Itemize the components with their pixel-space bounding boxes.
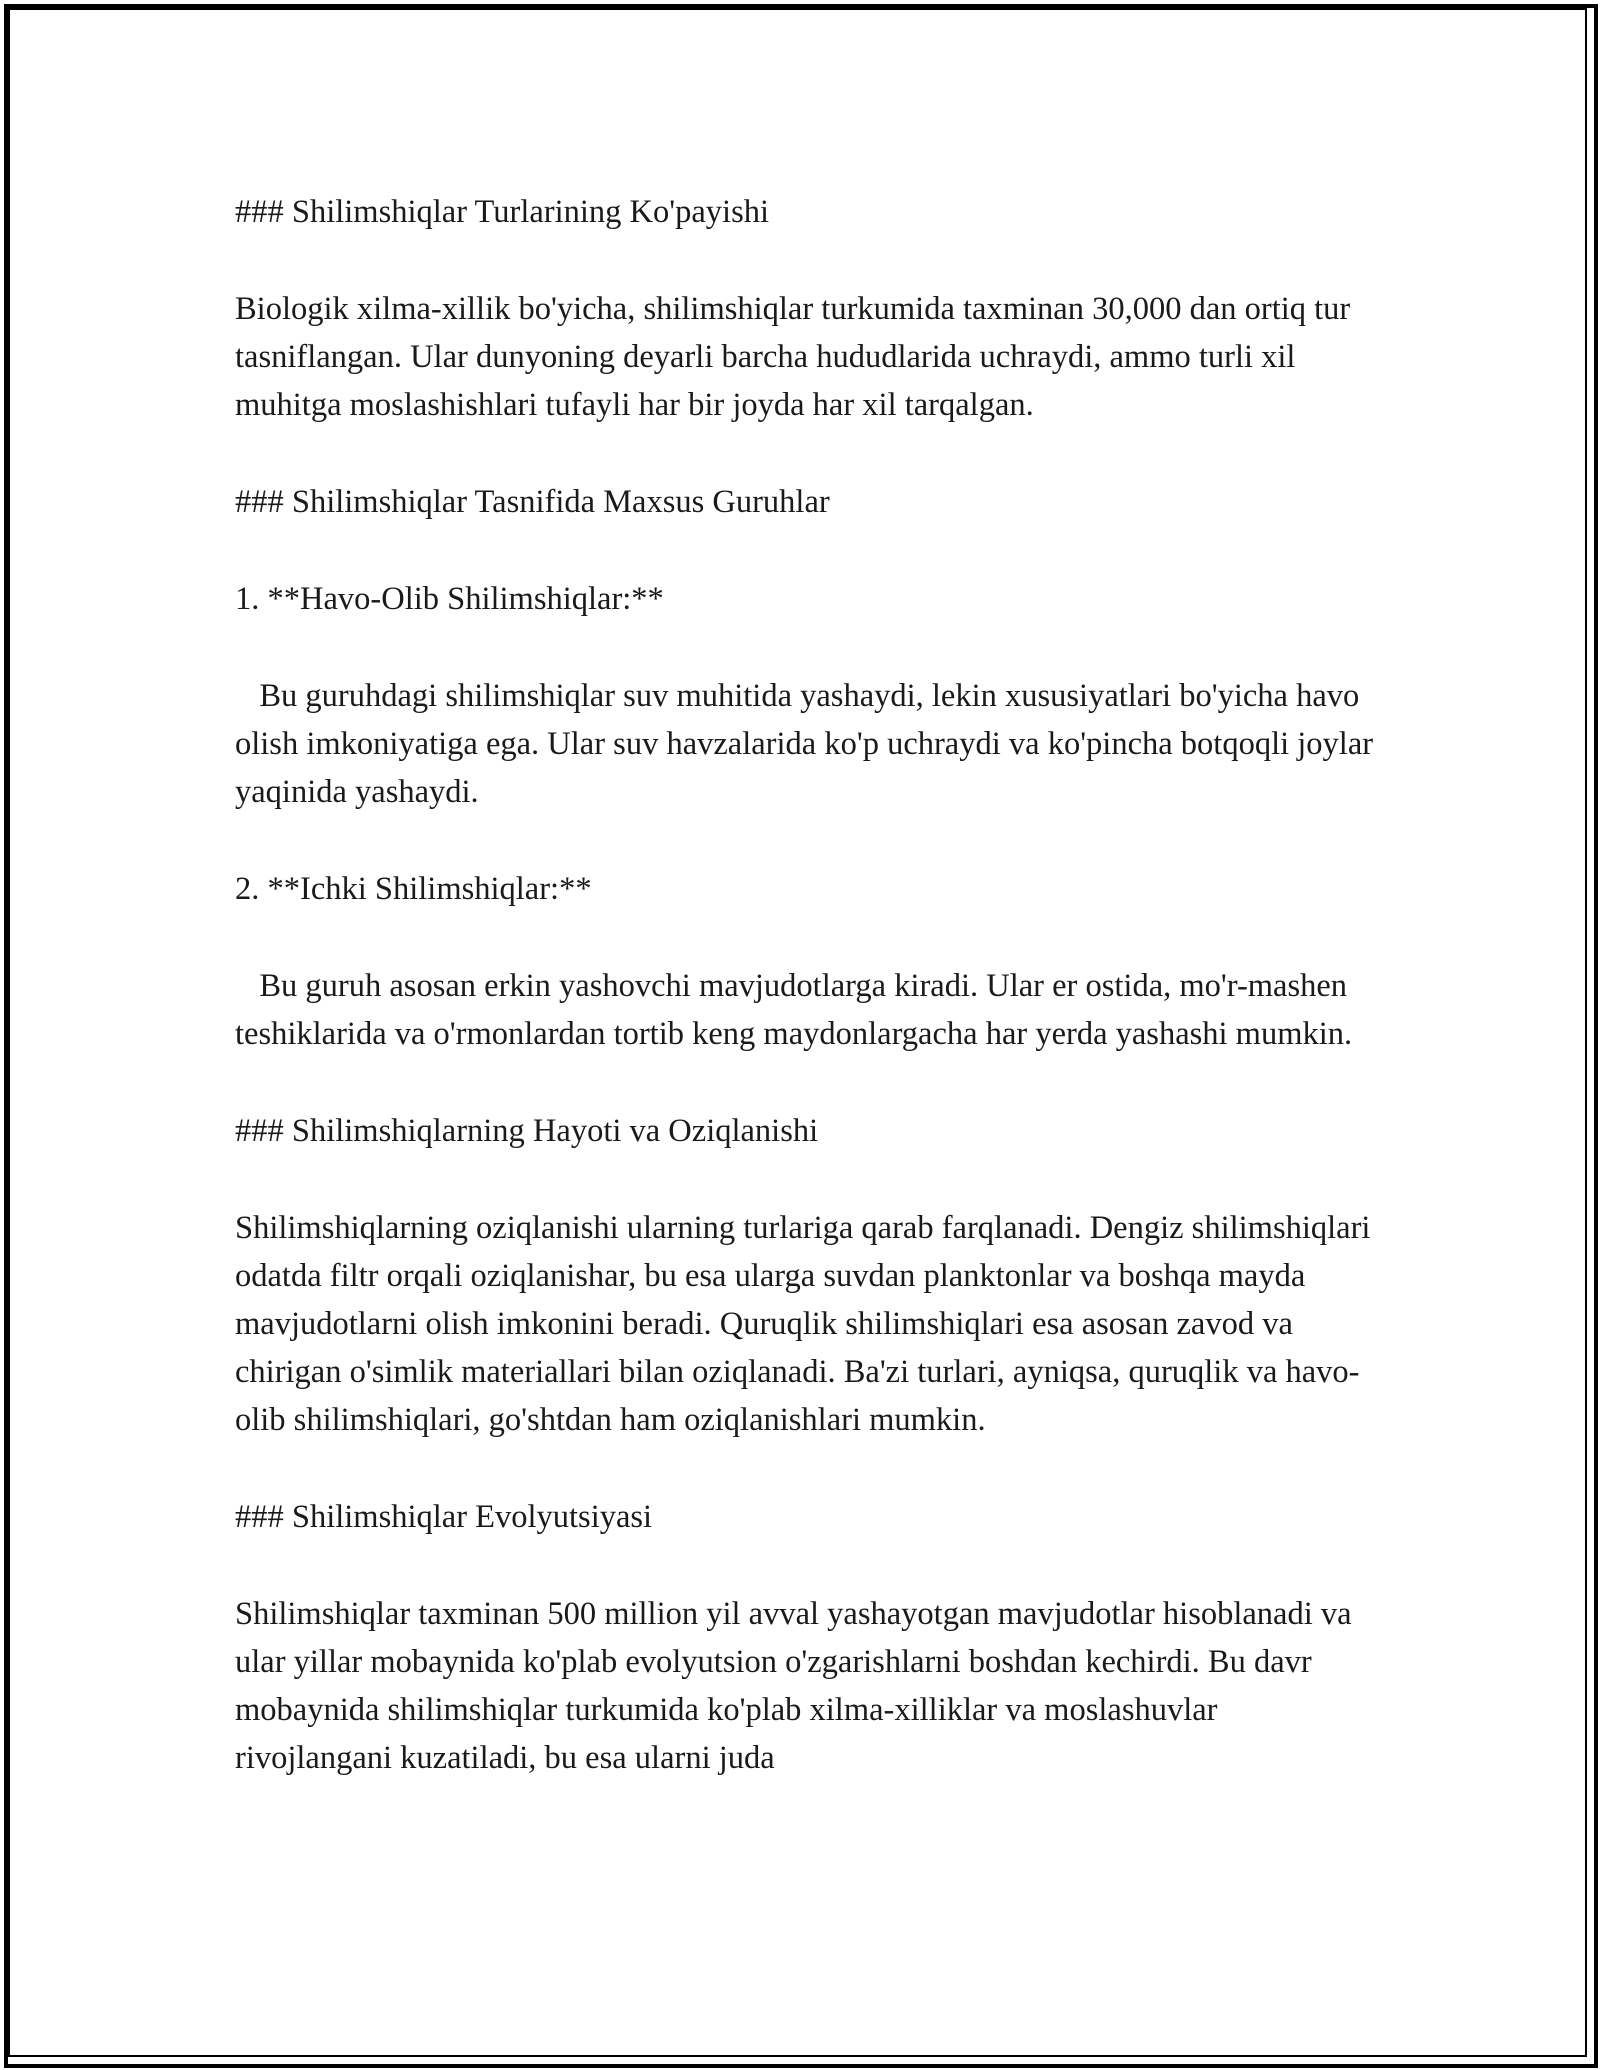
paragraph-air-breathing: Bu guruhdagi shilimshiqlar suv muhitida yashaydi, lekin xususiyatlari bo'yicha havo olish imkoniyatiga ega. Ular suv havzalarida ko'p uchraydi va ko'pincha botqoqli joylar yaqinida yashaydi. [235,678,1382,810]
section-heading-evolution: ### Shilimshiqlar Evolyutsiyasi [235,1499,653,1535]
paragraph-evolution: Shilimshiqlar taxminan 500 million yil avval yashayotgan mavjudotlar hisoblanadi va ular yillar mobaynida ko'plab evolyutsion o'zgarishlarni boshdan kechirdi. Bu davr mobaynida shilimshiqlar turkumida ko'plab xilma-xilliklar va moslashuvlar rivojlangani kuzatiladi, bu esa ularni juda [235,1596,1360,1776]
paragraph-biodiversity: Biologik xilma-xillik bo'yicha, shilimshiqlar turkumida taxminan 30,000 dan ortiq tur tasniflangan. Ular dunyoning deyarli barcha hududlarida uchraydi, ammo turli xil muhitga moslashishlari tufayli har bir joyda har xil tarqalgan. [235,291,1359,423]
paragraph-inner: Bu guruh asosan erkin yashovchi mavjudotlarga kiradi. Ular er ostida, mo'r-mashen teshiklarida va o'rmonlardan tortib keng maydonlargacha har yerda yashashi mumkin. [235,968,1356,1052]
list-item-air-breathing: 1. **Havo-Olib Shilimshiqlar:** [235,581,664,617]
document-body [235,188,1382,1831]
list-item-inner: 2. **Ichki Shilimshiqlar:** [235,871,592,907]
section-heading-reproduction: ### Shilimshiqlar Turlarining Ko'payishi [235,194,770,230]
section-heading-special-groups: ### Shilimshiqlar Tasnifida Maxsus Guruhlar [235,484,830,520]
paragraph-feeding: Shilimshiqlarning oziqlanishi ularning turlariga qarab farqlanadi. Dengiz shilimshiqlari odatda filtr orqali oziqlanishar, bu esa ularga suvdan planktonlar va boshqa mayda mavjudotlarni olish imkonini beradi. Quruqlik shilimshiqlari esa asosan zavod va chirigan o'simlik materiallari bilan oziqlanadi. Ba'zi turlari, ayniqsa, quruqlik va havo-olib shilimshiqlari, go'shtdan ham oziqlanishlari mumkin. [235,1210,1379,1438]
section-heading-life-feeding: ### Shilimshiqlarning Hayoti va Oziqlanishi [235,1113,819,1149]
